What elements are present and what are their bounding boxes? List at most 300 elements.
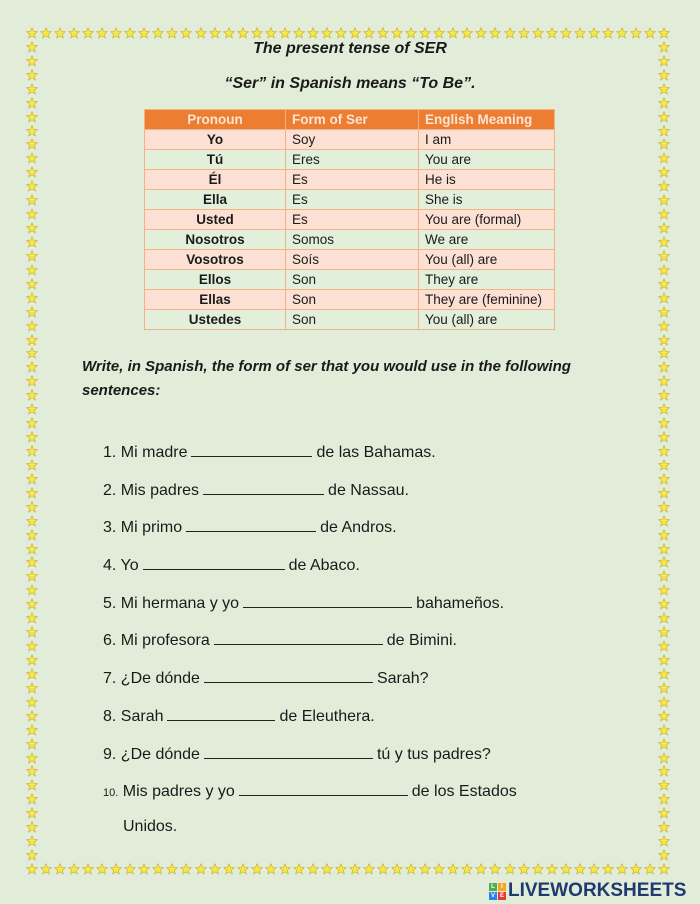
- star-icon: [26, 626, 38, 638]
- star-icon: [475, 27, 487, 39]
- star-icon: [279, 863, 291, 875]
- star-icon: [26, 320, 38, 332]
- star-icon: [574, 863, 586, 875]
- pronoun-cell: Tú: [145, 150, 286, 170]
- star-icon: [658, 543, 670, 555]
- star-icon: [124, 863, 136, 875]
- star-icon: [180, 27, 192, 39]
- star-icon: [110, 863, 122, 875]
- pronoun-cell: Ellas: [145, 290, 286, 310]
- star-icon: [26, 863, 38, 875]
- star-icon: [405, 863, 417, 875]
- star-icon: [504, 27, 516, 39]
- star-icon: [630, 27, 642, 39]
- question-1: [103, 442, 436, 462]
- star-icon: [658, 334, 670, 346]
- form-cell: Es: [286, 210, 419, 230]
- logo-tiles-icon: L I V E: [490, 883, 504, 899]
- table-row: [145, 130, 555, 150]
- star-icon: [82, 27, 94, 39]
- star-icon: [237, 863, 249, 875]
- star-icon: [307, 27, 319, 39]
- question-text-before: Mis padres: [116, 482, 200, 499]
- column-header-form: Form of Ser: [286, 110, 419, 130]
- star-icon: [588, 27, 600, 39]
- star-icon: [658, 807, 670, 819]
- meaning-cell: He is: [419, 170, 555, 190]
- star-icon: [433, 863, 445, 875]
- star-icon: [461, 863, 473, 875]
- star-icon: [658, 320, 670, 332]
- star-icon: [209, 863, 221, 875]
- meaning-cell: You (all) are: [419, 310, 555, 330]
- star-icon: [658, 724, 670, 736]
- star-icon: [602, 863, 614, 875]
- star-icon: [26, 389, 38, 401]
- question-number: 2.: [103, 482, 117, 499]
- star-icon: [447, 27, 459, 39]
- page-title: The present tense of SER: [253, 40, 447, 57]
- question-number: 7.: [103, 670, 117, 687]
- star-icon: [26, 710, 38, 722]
- star-icon: [363, 863, 375, 875]
- star-icon: [180, 863, 192, 875]
- star-icon: [630, 863, 642, 875]
- star-icon: [335, 27, 347, 39]
- star-icon: [658, 793, 670, 805]
- question-4: [103, 555, 360, 575]
- star-icon: [26, 640, 38, 652]
- star-icon: [658, 278, 670, 290]
- star-icon: [532, 27, 544, 39]
- star-icon: [26, 543, 38, 555]
- star-icon: [419, 27, 431, 39]
- star-icon: [658, 612, 670, 624]
- star-icon: [658, 459, 670, 471]
- star-icon: [40, 27, 52, 39]
- star-icon: [26, 668, 38, 680]
- form-cell: Son: [286, 290, 419, 310]
- star-icon: [602, 27, 614, 39]
- table-row: [145, 310, 555, 330]
- table-row: [145, 290, 555, 310]
- table-row: [145, 230, 555, 250]
- question-text-after: de Nassau.: [328, 482, 409, 499]
- star-icon: [237, 27, 249, 39]
- star-icon: [658, 640, 670, 652]
- star-icon: [658, 738, 670, 750]
- conjugation-table: [144, 109, 555, 330]
- star-icon: [293, 863, 305, 875]
- question-text-before: Mi hermana y yo: [116, 595, 240, 612]
- answer-blank[interactable]: [243, 593, 412, 608]
- star-icon: [26, 515, 38, 527]
- star-icon: [26, 278, 38, 290]
- star-icon: [658, 765, 670, 777]
- star-icon: [321, 863, 333, 875]
- star-icon: [26, 779, 38, 791]
- answer-blank[interactable]: [214, 630, 383, 645]
- star-icon: [26, 570, 38, 582]
- star-icon: [26, 529, 38, 541]
- star-icon: [335, 863, 347, 875]
- star-icon: [391, 863, 403, 875]
- star-icon: [447, 863, 459, 875]
- star-icon: [658, 361, 670, 373]
- star-icon: [546, 863, 558, 875]
- star-icon: [532, 863, 544, 875]
- pronoun-cell: Ellos: [145, 270, 286, 290]
- table-header-row: [145, 110, 555, 130]
- question-text-before: ¿De dónde: [116, 746, 200, 763]
- star-icon: [279, 27, 291, 39]
- meaning-cell: They are: [419, 270, 555, 290]
- star-icon: [658, 835, 670, 847]
- star-icon: [54, 863, 66, 875]
- question-number: 8.: [103, 708, 117, 725]
- star-icon: [658, 403, 670, 415]
- pronoun-cell: Nosotros: [145, 230, 286, 250]
- question-number: 3.: [103, 519, 117, 536]
- question-10-continuation: Unidos.: [123, 818, 178, 835]
- question-text-before: Mi madre: [120, 444, 188, 461]
- star-icon: [26, 849, 38, 861]
- question-text-before: Yo: [116, 557, 139, 574]
- star-icon: [26, 208, 38, 220]
- star-icon: [195, 27, 207, 39]
- star-icon: [658, 654, 670, 666]
- meaning-cell: You are: [419, 150, 555, 170]
- star-icon: [546, 27, 558, 39]
- question-text-before: Mis padres y yo: [118, 783, 235, 800]
- star-icon: [26, 612, 38, 624]
- star-icon: [658, 222, 670, 234]
- instructions: Write, in Spanish, the form of ser that you would use in the following sentences:: [82, 358, 571, 399]
- star-icon: [26, 584, 38, 596]
- meaning-cell: You are (formal): [419, 210, 555, 230]
- star-icon: [658, 696, 670, 708]
- star-icon: [658, 292, 670, 304]
- star-icon: [658, 473, 670, 485]
- star-icon: [349, 27, 361, 39]
- star-icon: [166, 27, 178, 39]
- star-icon: [349, 863, 361, 875]
- star-icon: [658, 710, 670, 722]
- star-icon: [40, 863, 52, 875]
- star-icon: [658, 97, 670, 109]
- star-icon: [26, 180, 38, 192]
- star-icon: [26, 431, 38, 443]
- star-icon: [209, 27, 221, 39]
- answer-blank[interactable]: [191, 442, 312, 457]
- meaning-cell: I am: [419, 130, 555, 150]
- question-text-after: de Abaco.: [288, 557, 360, 574]
- star-icon: [489, 27, 501, 39]
- answer-blank[interactable]: [204, 744, 373, 759]
- star-icon: [658, 417, 670, 429]
- star-icon: [26, 501, 38, 513]
- question-number: 5.: [103, 595, 117, 612]
- star-icon: [658, 445, 670, 457]
- star-icon: [26, 752, 38, 764]
- star-icon: [166, 863, 178, 875]
- star-icon: [658, 501, 670, 513]
- question-6: [103, 630, 457, 650]
- question-7: [103, 668, 429, 688]
- answer-blank[interactable]: [167, 706, 275, 721]
- form-cell: Es: [286, 170, 419, 190]
- question-number: 1.: [103, 444, 121, 461]
- star-icon: [195, 863, 207, 875]
- star-icon: [26, 724, 38, 736]
- star-icon: [26, 487, 38, 499]
- star-icon: [616, 863, 628, 875]
- pronoun-cell: Usted: [145, 210, 286, 230]
- answer-blank[interactable]: [239, 781, 408, 796]
- star-icon: [658, 264, 670, 276]
- star-icon: [658, 125, 670, 137]
- star-icon: [26, 417, 38, 429]
- star-icon: [658, 375, 670, 387]
- star-icon: [658, 166, 670, 178]
- star-icon: [26, 738, 38, 750]
- star-icon: [658, 668, 670, 680]
- star-icon: [26, 598, 38, 610]
- question-number: 4.: [103, 557, 117, 574]
- meaning-cell: She is: [419, 190, 555, 210]
- form-cell: Son: [286, 270, 419, 290]
- star-icon: [26, 97, 38, 109]
- star-icon: [658, 556, 670, 568]
- star-icon: [391, 27, 403, 39]
- table-row: [145, 150, 555, 170]
- star-icon: [616, 27, 628, 39]
- pronoun-cell: Ella: [145, 190, 286, 210]
- star-icon: [658, 863, 670, 875]
- star-icon: [26, 821, 38, 833]
- question-number: 9.: [103, 746, 117, 763]
- star-icon: [26, 138, 38, 150]
- star-icon: [26, 807, 38, 819]
- star-icon: [518, 863, 530, 875]
- star-icon: [152, 863, 164, 875]
- star-icon: [26, 459, 38, 471]
- star-icon: [658, 626, 670, 638]
- star-icon: [68, 27, 80, 39]
- star-icon: [658, 111, 670, 123]
- star-icon: [293, 27, 305, 39]
- liveworksheets-logo: [489, 880, 686, 902]
- page-subtitle: “Ser” in Spanish means “To Be”.: [224, 75, 476, 92]
- star-icon: [26, 347, 38, 359]
- star-icon: [560, 863, 572, 875]
- answer-blank[interactable]: [203, 480, 324, 495]
- star-icon: [658, 208, 670, 220]
- star-icon: [419, 863, 431, 875]
- question-3: [103, 517, 397, 537]
- star-icon: [377, 863, 389, 875]
- star-icon: [475, 863, 487, 875]
- star-icon: [644, 863, 656, 875]
- meaning-cell: They are (feminine): [419, 290, 555, 310]
- table-row: [145, 190, 555, 210]
- table-row: [145, 250, 555, 270]
- star-icon: [223, 27, 235, 39]
- answer-blank[interactable]: [186, 517, 316, 532]
- star-icon: [658, 180, 670, 192]
- pronoun-cell: Él: [145, 170, 286, 190]
- star-icon: [658, 431, 670, 443]
- star-icon: [96, 863, 108, 875]
- pronoun-cell: Vosotros: [145, 250, 286, 270]
- question-number: 10.: [103, 787, 119, 799]
- star-icon: [658, 752, 670, 764]
- star-icon: [658, 347, 670, 359]
- star-icon: [560, 27, 572, 39]
- star-icon: [658, 779, 670, 791]
- star-icon: [110, 27, 122, 39]
- form-cell: Soís: [286, 250, 419, 270]
- star-icon: [265, 863, 277, 875]
- column-header-pronoun: Pronoun: [145, 110, 286, 130]
- star-icon: [26, 292, 38, 304]
- star-icon: [658, 598, 670, 610]
- star-icon: [658, 584, 670, 596]
- star-icon: [658, 515, 670, 527]
- meaning-cell: We are: [419, 230, 555, 250]
- star-icon: [26, 152, 38, 164]
- star-icon: [26, 27, 38, 39]
- question-text-after: de Bimini.: [386, 632, 457, 649]
- star-icon: [26, 682, 38, 694]
- star-icon: [658, 306, 670, 318]
- form-cell: Son: [286, 310, 419, 330]
- question-text-before: Mi primo: [116, 519, 183, 536]
- question-text-before: ¿De dónde: [116, 670, 200, 687]
- star-icon: [307, 863, 319, 875]
- star-icon: [658, 250, 670, 262]
- star-icon: [433, 27, 445, 39]
- question-5: [103, 593, 504, 613]
- table-row: [145, 270, 555, 290]
- star-icon: [26, 696, 38, 708]
- star-icon: [504, 863, 516, 875]
- answer-blank[interactable]: [204, 668, 373, 683]
- star-icon: [658, 389, 670, 401]
- star-icon: [251, 27, 263, 39]
- question-text-after: de los Estados: [411, 783, 517, 800]
- star-icon: [658, 194, 670, 206]
- question-10: [103, 781, 517, 801]
- star-icon: [26, 473, 38, 485]
- pronoun-cell: Ustedes: [145, 310, 286, 330]
- question-text-after: de las Bahamas.: [316, 444, 436, 461]
- star-icon: [26, 166, 38, 178]
- question-8: [103, 706, 375, 726]
- star-icon: [658, 487, 670, 499]
- star-icon: [26, 835, 38, 847]
- star-icon: [26, 445, 38, 457]
- table-row: [145, 210, 555, 230]
- star-icon: [138, 863, 150, 875]
- question-9: [103, 744, 491, 764]
- star-icon: [26, 375, 38, 387]
- star-icon: [658, 152, 670, 164]
- table-row: [145, 170, 555, 190]
- star-icon: [26, 111, 38, 123]
- star-icon: [574, 27, 586, 39]
- column-header-meaning: English Meaning: [419, 110, 555, 130]
- star-icon: [26, 306, 38, 318]
- star-icon: [658, 682, 670, 694]
- star-icon: [124, 27, 136, 39]
- form-cell: Eres: [286, 150, 419, 170]
- star-icon: [658, 138, 670, 150]
- star-icon: [518, 27, 530, 39]
- star-icon: [26, 361, 38, 373]
- star-icon: [54, 27, 66, 39]
- star-icon: [26, 236, 38, 248]
- form-cell: Soy: [286, 130, 419, 150]
- question-text-after: de Eleuthera.: [279, 708, 375, 725]
- form-cell: Es: [286, 190, 419, 210]
- star-icon: [26, 556, 38, 568]
- star-icon: [461, 27, 473, 39]
- star-icon: [658, 529, 670, 541]
- star-icon: [489, 863, 501, 875]
- star-icon: [265, 27, 277, 39]
- star-icon: [138, 27, 150, 39]
- star-icon: [251, 863, 263, 875]
- star-icon: [658, 570, 670, 582]
- star-icon: [26, 250, 38, 262]
- question-text-before: Sarah: [116, 708, 164, 725]
- star-icon: [26, 334, 38, 346]
- star-icon: [321, 27, 333, 39]
- star-icon: [26, 765, 38, 777]
- question-text-after: bahameños.: [416, 595, 505, 612]
- star-icon: [68, 863, 80, 875]
- question-text-before: Mi profesora: [116, 632, 210, 649]
- star-icon: [26, 403, 38, 415]
- star-icon: [644, 27, 656, 39]
- star-icon: [26, 264, 38, 276]
- star-icon: [26, 222, 38, 234]
- star-icon: [26, 194, 38, 206]
- question-text-after: tú y tus padres?: [376, 746, 491, 763]
- star-icon: [658, 27, 670, 39]
- star-icon: [82, 863, 94, 875]
- question-number: 6.: [103, 632, 117, 649]
- form-cell: Somos: [286, 230, 419, 250]
- star-icon: [152, 27, 164, 39]
- question-text-after: Sarah?: [376, 670, 429, 687]
- star-icon: [26, 125, 38, 137]
- question-2: [103, 480, 409, 500]
- star-icon: [405, 27, 417, 39]
- star-icon: [223, 863, 235, 875]
- star-icon: [658, 849, 670, 861]
- answer-blank[interactable]: [143, 555, 285, 570]
- star-icon: [26, 654, 38, 666]
- star-icon: [96, 27, 108, 39]
- meaning-cell: You (all) are: [419, 250, 555, 270]
- star-icon: [658, 236, 670, 248]
- star-icon: [377, 27, 389, 39]
- pronoun-cell: Yo: [145, 130, 286, 150]
- star-icon: [363, 27, 375, 39]
- star-icon: [588, 863, 600, 875]
